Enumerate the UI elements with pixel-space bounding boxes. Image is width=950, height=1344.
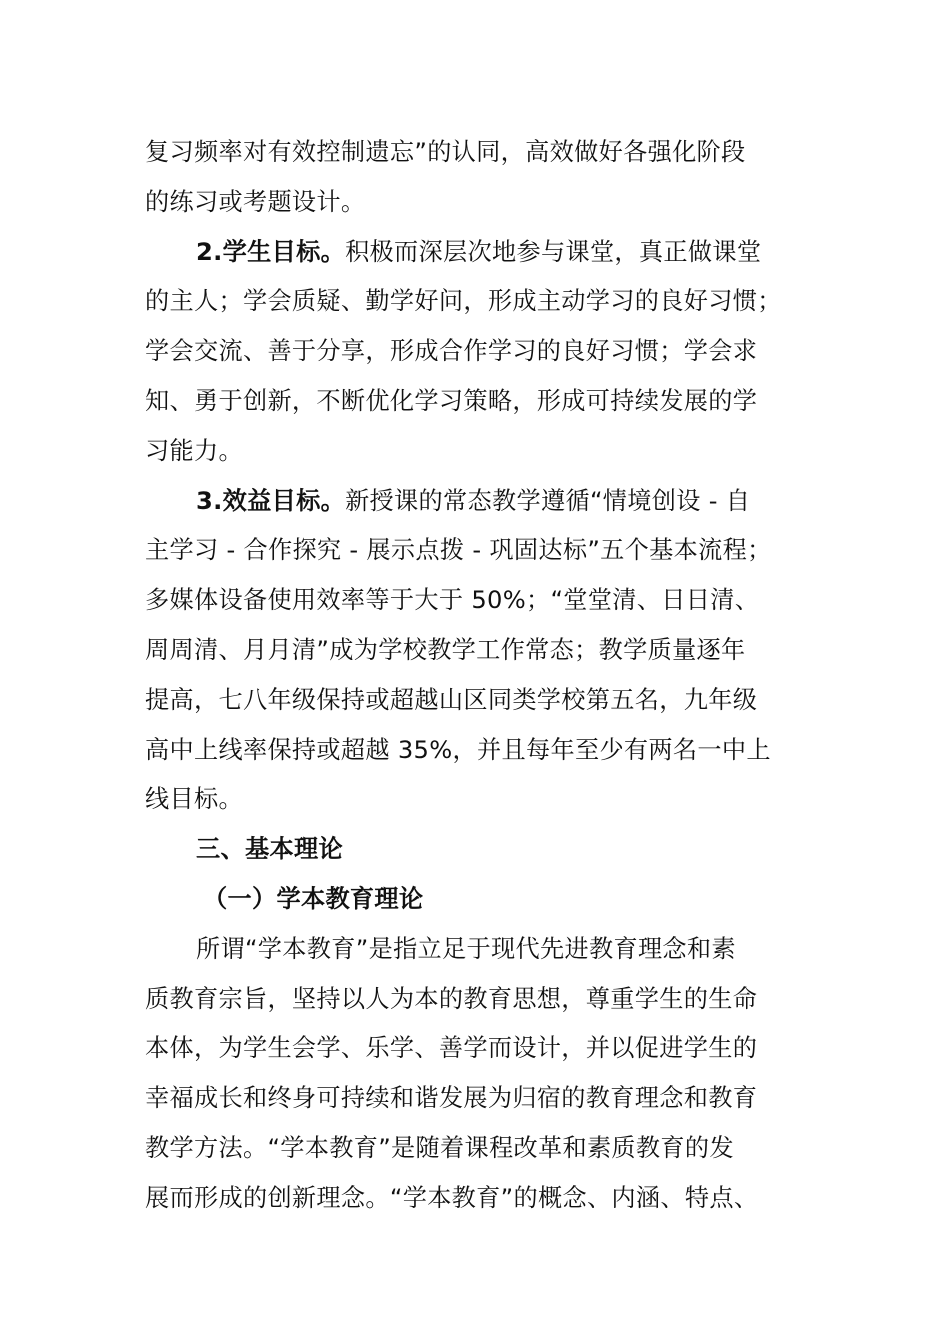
subsection-heading: （一）学本教育理论: [203, 884, 424, 913]
paragraph-line: [145, 228, 810, 278]
item-heading: 2.学生目标。: [196, 237, 346, 266]
paragraph-line: 所谓“学本教育”是指立足于现代先进教育理念和素: [196, 934, 736, 963]
paragraph-line: 习能力。: [145, 436, 243, 465]
paragraph-line: 的练习或考题设计。: [145, 187, 366, 216]
paragraph-line: 线目标。: [145, 785, 243, 814]
section-heading: 三、基本理论: [196, 835, 343, 864]
paragraph-line: 的主人；学会质疑、勤学好问，形成主动学习的良好习惯；: [145, 287, 782, 316]
item-heading: 3.效益目标。: [196, 486, 346, 515]
paragraph-line: 主学习 - 合作探究 - 展示点拨 - 巩固达标”五个基本流程；: [145, 536, 772, 565]
paragraph-line: 知、勇于创新，不断优化学习策略，形成可持续发展的学: [145, 386, 758, 415]
document-page: [145, 128, 810, 1224]
paragraph-line: 本体，为学生会学、乐学、善学而设计，并以促进学生的: [145, 1034, 758, 1063]
paragraph-line: 质教育宗旨，坚持以人为本的教育思想，尊重学生的生命: [145, 984, 758, 1013]
paragraph-line: 周周清、月月清”成为学校教学工作常态；教学质量逐年: [145, 635, 746, 664]
item-text: 积极而深层次地参与课堂，真正做课堂: [345, 237, 762, 266]
paragraph-line: 学会交流、善于分享，形成合作学习的良好习惯；学会求: [145, 337, 758, 366]
item-text: 新授课的常态教学遵循“情境创设 - 自: [345, 486, 751, 515]
paragraph-line: 提高，七八年级保持或超越山区同类学校第五名，九年级: [145, 685, 758, 714]
paragraph-line: 高中上线率保持或超越 35%，并且每年至少有两名一中上: [145, 735, 771, 764]
paragraph-line: 幸福成长和终身可持续和谐发展为归宿的教育理念和教育: [145, 1084, 758, 1113]
paragraph-line: 复习频率对有效控制遗忘”的认同，高效做好各强化阶段: [145, 138, 746, 166]
paragraph-line: 展而形成的创新理念。“学本教育”的概念、内涵、特点、: [145, 1183, 759, 1212]
paragraph-line: [145, 477, 810, 527]
paragraph-line: 多媒体设备使用效率等于大于 50%；“堂堂清、日日清、: [145, 586, 760, 615]
paragraph-line: 教学方法。“学本教育”是随着课程改革和素质教育的发: [145, 1133, 734, 1162]
